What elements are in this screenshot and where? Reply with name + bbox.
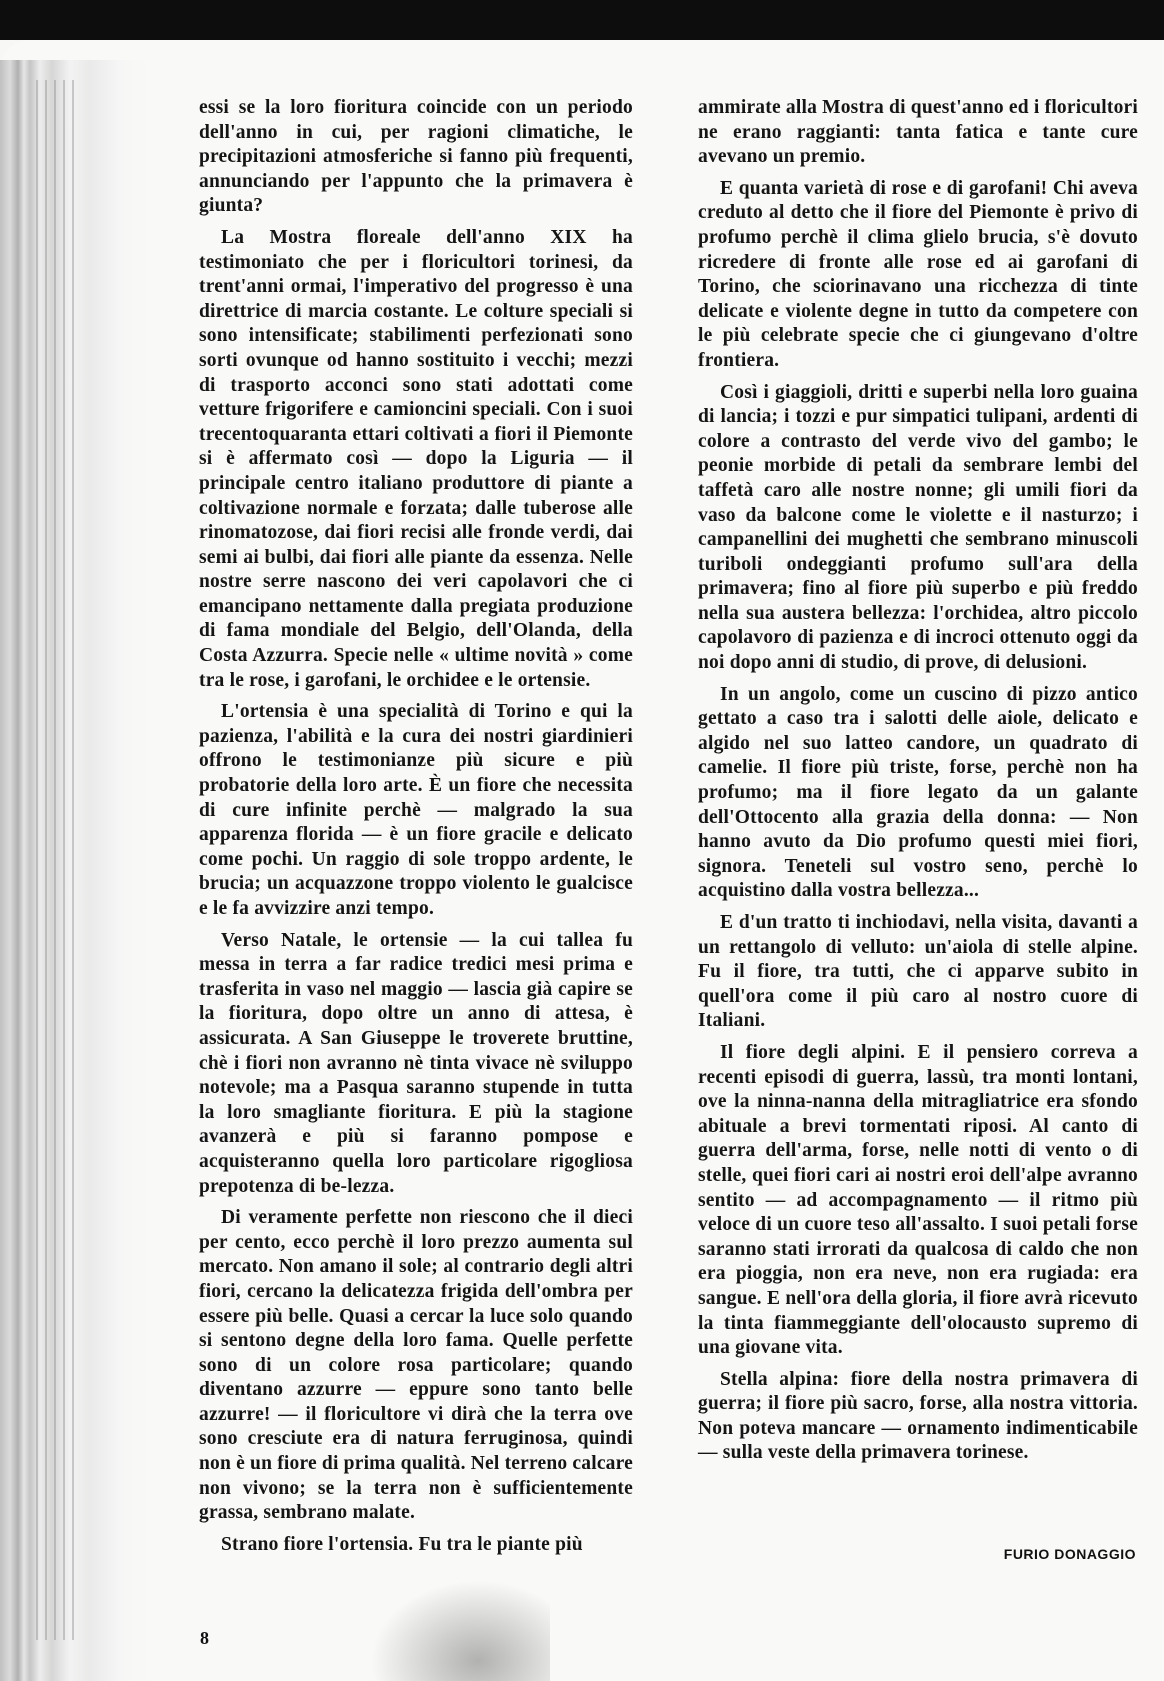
paragraph: In un angolo, come un cuscino di pizzo antico gettato a caso tra i salotti delle aiole, delicato e algido nel suo latteo candore, un quadrato di camelie. Il fiore più triste, forse, perchè non ha profumo; ma il fiore legato da un galante dell'Ottocento alla grazia della donna: — Non hanno avuto da Dio profumo questi miei fiori, signora. Teneteli sul vostro seno, perchè lo acquistino dalla vostra bellezza... <box>698 683 1138 902</box>
author-signature: FURIO DONAGGIO <box>1003 1546 1136 1562</box>
paragraph: essi se la loro fioritura coincide con un periodo dell'anno in cui, per ragioni climatiche, le precipitazioni atmosferiche si fanno più frequenti, annunciando per l'appunto che la primavera è giunta? <box>199 97 633 217</box>
paragraph: E d'un tratto ti inchiodavi, nella visita, davanti a un rettangolo di velluto: un'aiola di stelle alpine. Fu il fiore, tra tutti, che ci apparve subito in quell'ora come il più caro al nostro cuore di Italiani. <box>698 912 1138 1032</box>
paragraph: Così i giaggioli, dritti e superbi nella loro guaina di lancia; i tozzi e pur simpatici tulipani, ardenti di colore a contrasto del verde vivo del gambo; le peonie morbide di petali da sembrare lembi del taffetà caro alle nostre nonne; gli umili fiori da vaso da balcone come le violette e il nasturzo; i campanellini dei mughetti che sembrano minuscoli turiboli ondeggianti profumo sull'ara della primavera; fino al fiore più superbo e più freddo nella sua austera bellezza: l'orchidea, altro piccolo capolavoro di pazienza e di incroci ottenuto oggi da noi dopo anni di studio, di prove, di delusioni. <box>698 381 1138 674</box>
paragraph: Strano fiore l'ortensia. Fu tra le piante più <box>221 1533 583 1555</box>
paragraph: ammirate alla Mostra di quest'anno ed i floricultori ne erano raggianti: tanta fatica e tante cure avevano un premio. <box>698 97 1138 168</box>
paragraph: Di veramente perfette non riescono che il dieci per cento, ecco perchè il loro prezzo aumenta sul mercato. Non amano il sole; al contrario degli altri fiori, cercano la delicatezza frigida dell'ombra per essere più belle. Quasi a cercar la luce solo quando si sentono degne della loro fama. Quelle perfette sono di un colore rosa particolare; quando diventano azzurre — eppure sono tanto belle azzurre! — il floricultore vi dirà che la terra ove sono cresciute era di natura ferruginosa, quindi non è un fiore di prima qualità. Nel terreno calcare non vivono; se la terra non è sufficientemente grassa, sembrano malate. <box>199 1207 633 1524</box>
left-column <box>199 96 633 1564</box>
paragraph: Stella alpina: fiore della nostra primavera di guerra; il fiore più sacro, forse, alla nostra vittoria. Non poteva mancare — ornamento indimenticabile — sulla veste della primavera torinese. <box>698 1368 1138 1464</box>
paragraph: E quanta varietà di rose e di garofani! Chi aveva creduto al detto che il fiore del Piemonte è privo di profumo perchè il clima glielo brucia, s'è dovuto ricredere di fronte alle rose ed ai garofani di Torino, che sciorinavano una ricchezza di tinte delicate e violente degne in tutto da competere con le più celebrate specie che ci giungevano d'oltre frontiera. <box>698 177 1138 371</box>
spine-page-edges <box>36 80 76 1640</box>
paragraph: La Mostra floreale dell'anno XIX ha testimoniato che per i floricultori torinesi, da trent'anni ormai, l'imperativo del progresso è una direttrice di marcia costante. Le colture speciali si sono intensificate; stabilimenti perfezionati sono sorti ovunque od hanno sostituito i vecchi; mezzi di trasporto acconci sono stati adottati come vetture frigorifere e camioncini speciali. Con i suoi trecentoquaranta ettari coltivati a fiori il Piemonte si è affermato così — dopo la Liguria — il principale centro italiano produttore di piante a coltivazione normale e forzata; dalle tuberose alle rinomatozose, dai fiori recisi alle fronde verdi, dai semi ai bulbi, dai fiori alle piante da essenza. Nelle nostre serre nascono dei veri capolavori che ci emancipano nettamente dalla pregiata produzione di fama mondiale del Belgio, dell'Olanda, della Costa Azzurra. Specie nelle « ultime novità » come tra le rose, i garofani, le orchidee e le ortensie. <box>199 226 633 691</box>
paragraph: Il fiore degli alpini. E il pensiero correva a recenti episodi di guerra, lassù, tra monti lontani, ove la ninna-nanna della mitragliatrice era sfondo abituale a brevi tormentati riposi. Al canto di guerra dell'arma, forse, nelle notti di vento o di stelle, quei fiori cari ai nostri eroi dell'alpe avranno sentito — ad accompagnamento — il ritmo più veloce di un cuore teso all'assalto. I suoi petali forse saranno stati irrorati da qualcosa di caldo che non era pioggia, non era neve, non era rugiada: era sangue. E nell'ora della gloria, il fiore avrà ricevuto la tinta fiammeggiante dell'olocausto supremo di una giovane vita. <box>698 1041 1138 1359</box>
scan-top-edge <box>0 0 1164 40</box>
page-number: 8 <box>200 1628 209 1648</box>
scan-smudge <box>370 1580 550 1681</box>
paragraph: Verso Natale, le ortensie — la cui tallea fu messa in terra a far radice tredici mesi prima e trasferita in vaso nel maggio — lascia già capire se la fioritura, dopo oltre un anno di attesa, è assicurata. A San Giuseppe le troverete bruttine, chè i fiori non avranno nè tinta vivace nè sviluppo notevole; ma a Pasqua saranno stupende in tutta la loro smagliante fioritura. E più la stagione avanzerà e più si faranno pompose e acquisteranno quella loro particolare rigogliosa prepotenza di be-lezza. <box>199 929 633 1197</box>
right-column <box>698 96 1138 1473</box>
paragraph: L'ortensia è una specialità di Torino e qui la pazienza, l'abilità e la cura dei nostri giardinieri offrono le testimonianze più sicure e più probatorie della loro arte. È un fiore che necessita di cure infinite perchè — malgrado la sua apparenza florida — è un fiore gracile e delicato come pochi. Un raggio di sole troppo ardente, le brucia; un acquazzone troppo violento le gualcisce e le fa avvizzire anzi tempo. <box>199 701 633 919</box>
